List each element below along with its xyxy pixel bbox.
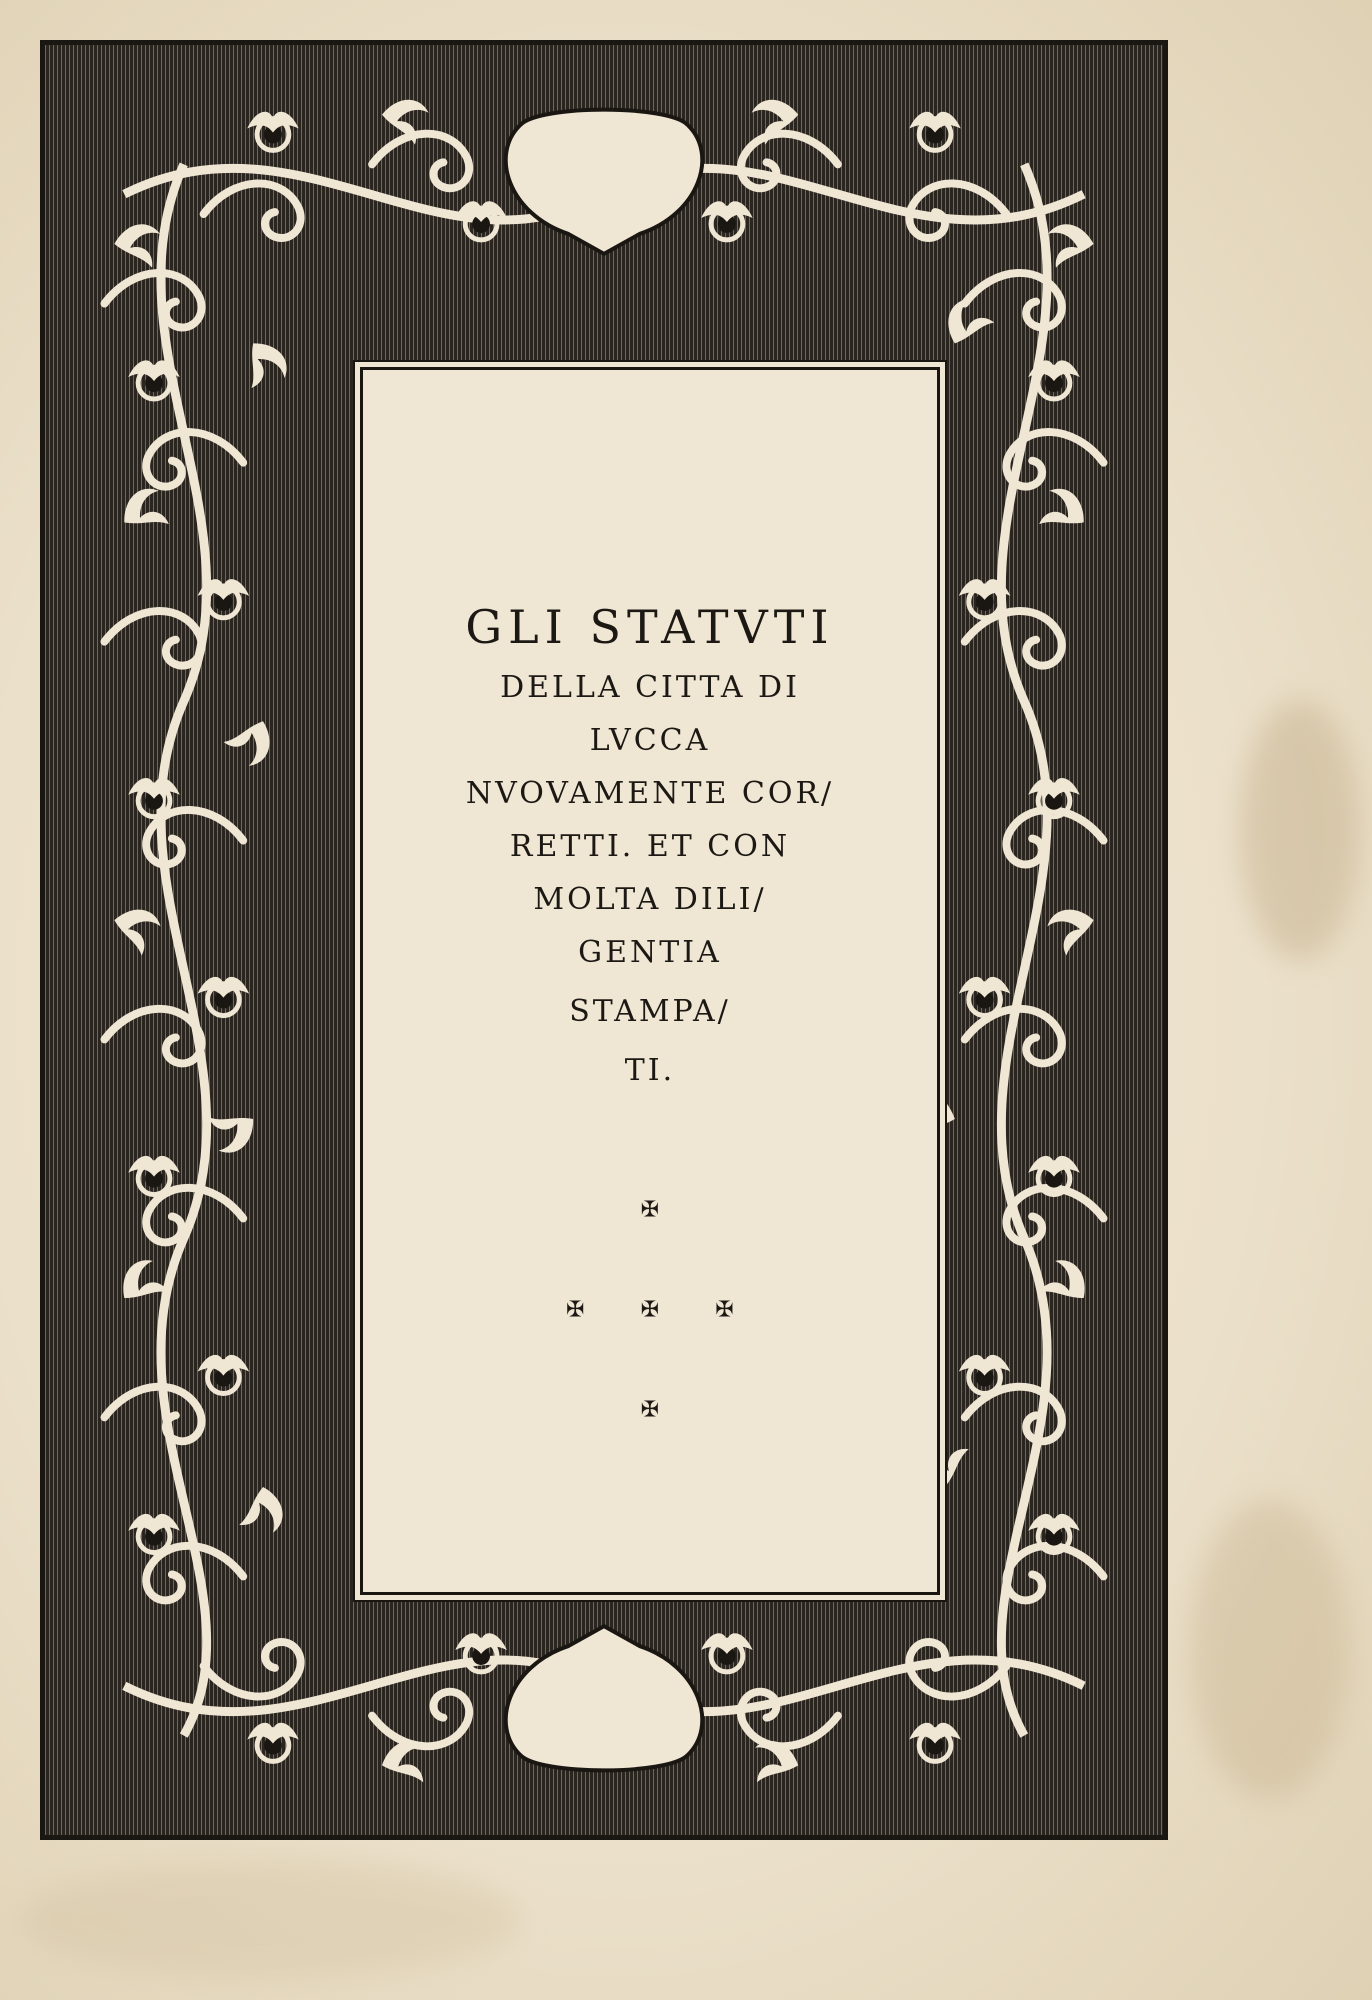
woodcut-border bbox=[40, 40, 1168, 1840]
cross-ornament-icon: ✠ bbox=[640, 1397, 660, 1423]
paper-stain bbox=[1240, 700, 1360, 960]
cross-ornament-icon: ✠ bbox=[640, 1297, 660, 1323]
title-line-1: GLI STATVTI bbox=[465, 600, 835, 654]
cross-ornament-icon: ✠ bbox=[640, 1197, 660, 1223]
title-line-2: DELLA CITTA DI bbox=[500, 670, 800, 705]
title-panel bbox=[360, 367, 940, 1595]
title-line-4: NVOVAMENTE COR/ bbox=[465, 776, 835, 811]
title-line-5: RETTI. ET CON bbox=[509, 829, 791, 864]
title-line-3: LVCCA bbox=[589, 723, 711, 758]
title-block bbox=[363, 600, 937, 1108]
cross-ornaments bbox=[363, 1197, 937, 1423]
title-line-9: TI. bbox=[624, 1053, 676, 1088]
paper-stain bbox=[1190, 1500, 1350, 1800]
paper-stain bbox=[20, 1860, 520, 1980]
cross-ornament-icon: ✠ bbox=[715, 1297, 734, 1323]
cross-ornament-icon: ✠ bbox=[566, 1297, 585, 1323]
title-line-6: MOLTA DILI/ bbox=[533, 882, 767, 917]
title-line-8: STAMPA/ bbox=[569, 994, 731, 1029]
title-line-7: GENTIA bbox=[578, 935, 722, 970]
